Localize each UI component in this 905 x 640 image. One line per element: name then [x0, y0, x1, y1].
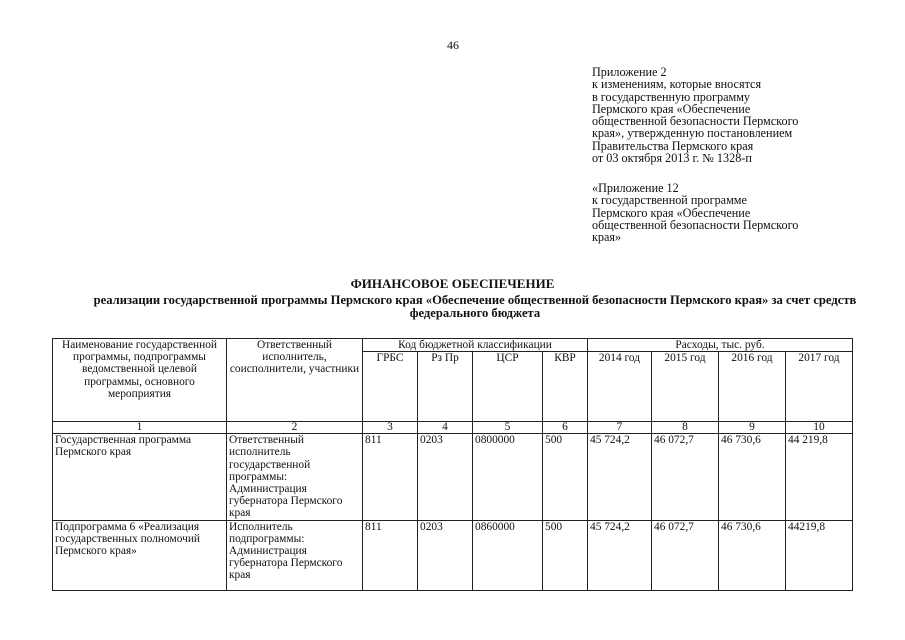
row-rzpr: 0203 [418, 434, 473, 520]
column-number: 3 [363, 422, 418, 434]
row-kvr: 500 [543, 520, 588, 590]
row-2016: 46 730,6 [719, 434, 786, 520]
appendix-line: общественной безопасности Пермского [592, 114, 799, 129]
document-subtitle: реализации государственной программы Пермского края «Обеспечение общественной безопасности Пермского края» за счет средств федерального бюджета [93, 293, 857, 320]
row-csr: 0800000 [473, 434, 543, 520]
appendix-line: Пермского края «Обеспечение [592, 101, 751, 116]
row-responsible: Исполнитель подпрограммы: Администрация губернатора Пермского края [227, 520, 363, 590]
row-2017: 44 219,8 [786, 434, 853, 520]
row-2016: 46 730,6 [719, 520, 786, 590]
header-budget-code: Код бюджетной классификации [363, 339, 588, 352]
header-rzpr: Рз Пр [418, 352, 473, 422]
row-csr: 0860000 [473, 520, 543, 590]
column-number-row [53, 422, 853, 434]
appendix-line: от 03 октября 2013 г. № 1328-п [592, 151, 752, 166]
row-2015: 46 072,7 [652, 520, 719, 590]
row-2017: 44219,8 [786, 520, 853, 590]
row-responsible: Ответственный исполнитель государственной программы: Администрация губернатора Пермского края [227, 434, 363, 520]
page-number: 46 [447, 38, 459, 52]
row-grbs: 811 [363, 520, 418, 590]
header-2015: 2015 год [652, 352, 719, 422]
appendix-line: в государственную программу [592, 89, 751, 104]
column-number: 7 [588, 422, 652, 434]
header-2016: 2016 год [719, 352, 786, 422]
column-number: 2 [227, 422, 363, 434]
appendix-line: Правительства Пермского края [592, 138, 754, 153]
table-row [53, 520, 853, 590]
header-2014: 2014 год [588, 352, 652, 422]
column-number: 4 [418, 422, 473, 434]
appendix-line: края», утвержденную постановлением [592, 126, 793, 141]
appendix-12-line: общественной безопасности Пермского [592, 217, 799, 232]
column-number: 5 [473, 422, 543, 434]
row-name: Государственная программа Пермского края [53, 434, 227, 520]
header-grbs: ГРБС [363, 352, 418, 422]
table-row [53, 434, 853, 520]
header-expenses: Расходы, тыс. руб. [588, 339, 853, 352]
row-kvr: 500 [543, 434, 588, 520]
row-grbs: 811 [363, 434, 418, 520]
appendix-line: Приложение 2 [592, 65, 667, 79]
column-number: 9 [719, 422, 786, 434]
appendix-12-line: «Приложение 12 [592, 181, 679, 195]
column-number: 8 [652, 422, 719, 434]
appendix-12-note [592, 182, 798, 243]
column-number: 6 [543, 422, 588, 434]
header-kvr: КВР [543, 352, 588, 422]
header-responsible: Ответственный исполнитель, соисполнители, участники [227, 339, 363, 422]
column-number: 10 [786, 422, 853, 434]
row-2014: 45 724,2 [588, 520, 652, 590]
document-title: ФИНАНСОВОЕ ОБЕСПЕЧЕНИЕ [350, 276, 555, 291]
financing-table [52, 338, 853, 591]
header-2017: 2017 год [786, 352, 853, 422]
appendix-12-line: Пермского края «Обеспечение [592, 205, 751, 220]
appendix-line: к изменениям, которые вносятся [592, 77, 762, 92]
header-csr: ЦСР [473, 352, 543, 422]
row-name: Подпрограмма 6 «Реализация государственных полномочий Пермского края» [53, 520, 227, 590]
header-name: Наименование государственной программы, подпрограммы ведомственной целевой программы, основного мероприятия [53, 339, 227, 422]
appendix-note [592, 66, 798, 164]
row-2014: 45 724,2 [588, 434, 652, 520]
appendix-12-line: к государственной программе [592, 193, 747, 208]
row-2015: 46 072,7 [652, 434, 719, 520]
appendix-12-line: края» [592, 230, 622, 245]
column-number: 1 [53, 422, 227, 434]
row-rzpr: 0203 [418, 520, 473, 590]
